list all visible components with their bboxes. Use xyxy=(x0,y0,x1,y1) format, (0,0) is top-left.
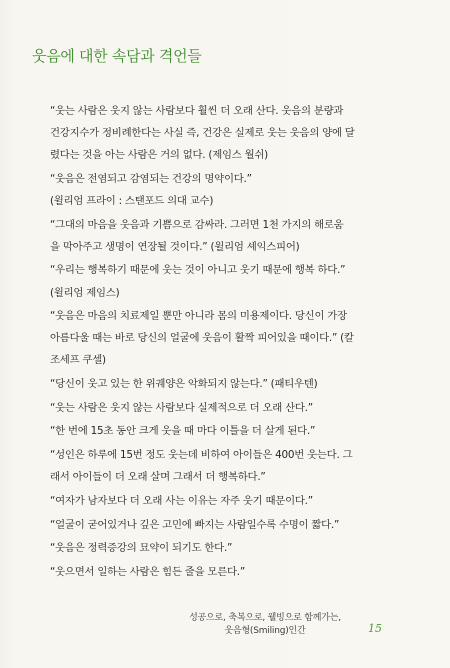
quote-paragraph: “여자가 남자보다 더 오래 사는 이유는 자주 웃기 때문이다.” xyxy=(50,494,313,507)
quotes-list xyxy=(50,100,436,583)
quote-paragraph: “얼굴이 굳어있거나 깊은 고민에 빠지는 사람일수록 수명이 짧다.” xyxy=(50,518,340,531)
quote-paragraph: “당신이 웃고 있는 한 위궤양은 악화되지 않는다.” (패티우텐) xyxy=(50,378,318,391)
quote-paragraph: “성인은 하루에 15번 정도 웃는데 비하여 아이들은 400번 웃는다. 그 래서 아이들이 더 오래 살며 그래서 더 행복하다.” xyxy=(50,449,353,484)
section-title: 웃음에 대한 속담과 격언들 xyxy=(32,47,202,65)
quote-paragraph: “웃는 사람은 웃지 않는 사람보다 실제적으로 더 오래 산다.” xyxy=(50,401,313,414)
footer-tagline: 성공으로, 축복으로, 웰빙으로 함께가는, 웃음형(Smiling)인간 xyxy=(189,613,341,636)
page-number: 15 xyxy=(368,622,382,635)
quote-paragraph: “웃는 사람은 웃지 않는 사람보다 훨씬 더 오래 산다. 웃음의 분량과 건강지수가 정비례한다는 사실 즉, 건강은 실제로 웃는 웃음의 양에 달 렸다는 것을 아는 사람은 거의 없다. (제임스 월쉬) xyxy=(50,105,355,162)
quote-paragraph: “웃으면서 일하는 사람은 힘든 줄을 모른다.” xyxy=(50,566,245,578)
quote-paragraph: “웃음은 정력증강의 묘약이 되기도 한다.” xyxy=(50,542,233,555)
quote-paragraph: “웃음은 전염되고 감염되는 건강의 명약이다.” (윌리엄 프라이 : 스탠포드 의대 교수) xyxy=(50,172,252,207)
quote-paragraph: “한 번에 15초 동안 크게 웃을 때 마다 이틀을 더 살게 된다.” xyxy=(50,425,316,438)
quote-paragraph: “우리는 행복하기 때문에 웃는 것이 아니고 웃기 때문에 행복 하다.” (윌리엄 제임스) xyxy=(50,264,346,299)
quote-paragraph: “웃음은 마음의 치료제일 뿐만 아니라 몸의 미용제이다. 당신이 가장 아름다울 때는 바로 당신의 얼굴에 웃음이 활짝 피어있을 때이다.” (칼 조세프 쿠셀) xyxy=(50,310,354,367)
quote-paragraph: “그대의 마음을 웃음과 기쁨으로 감싸라. 그러면 1천 가지의 해로움 을 막아주고 생명이 연장될 것이다.” (윌리엄 셰익스피어) xyxy=(50,218,344,253)
